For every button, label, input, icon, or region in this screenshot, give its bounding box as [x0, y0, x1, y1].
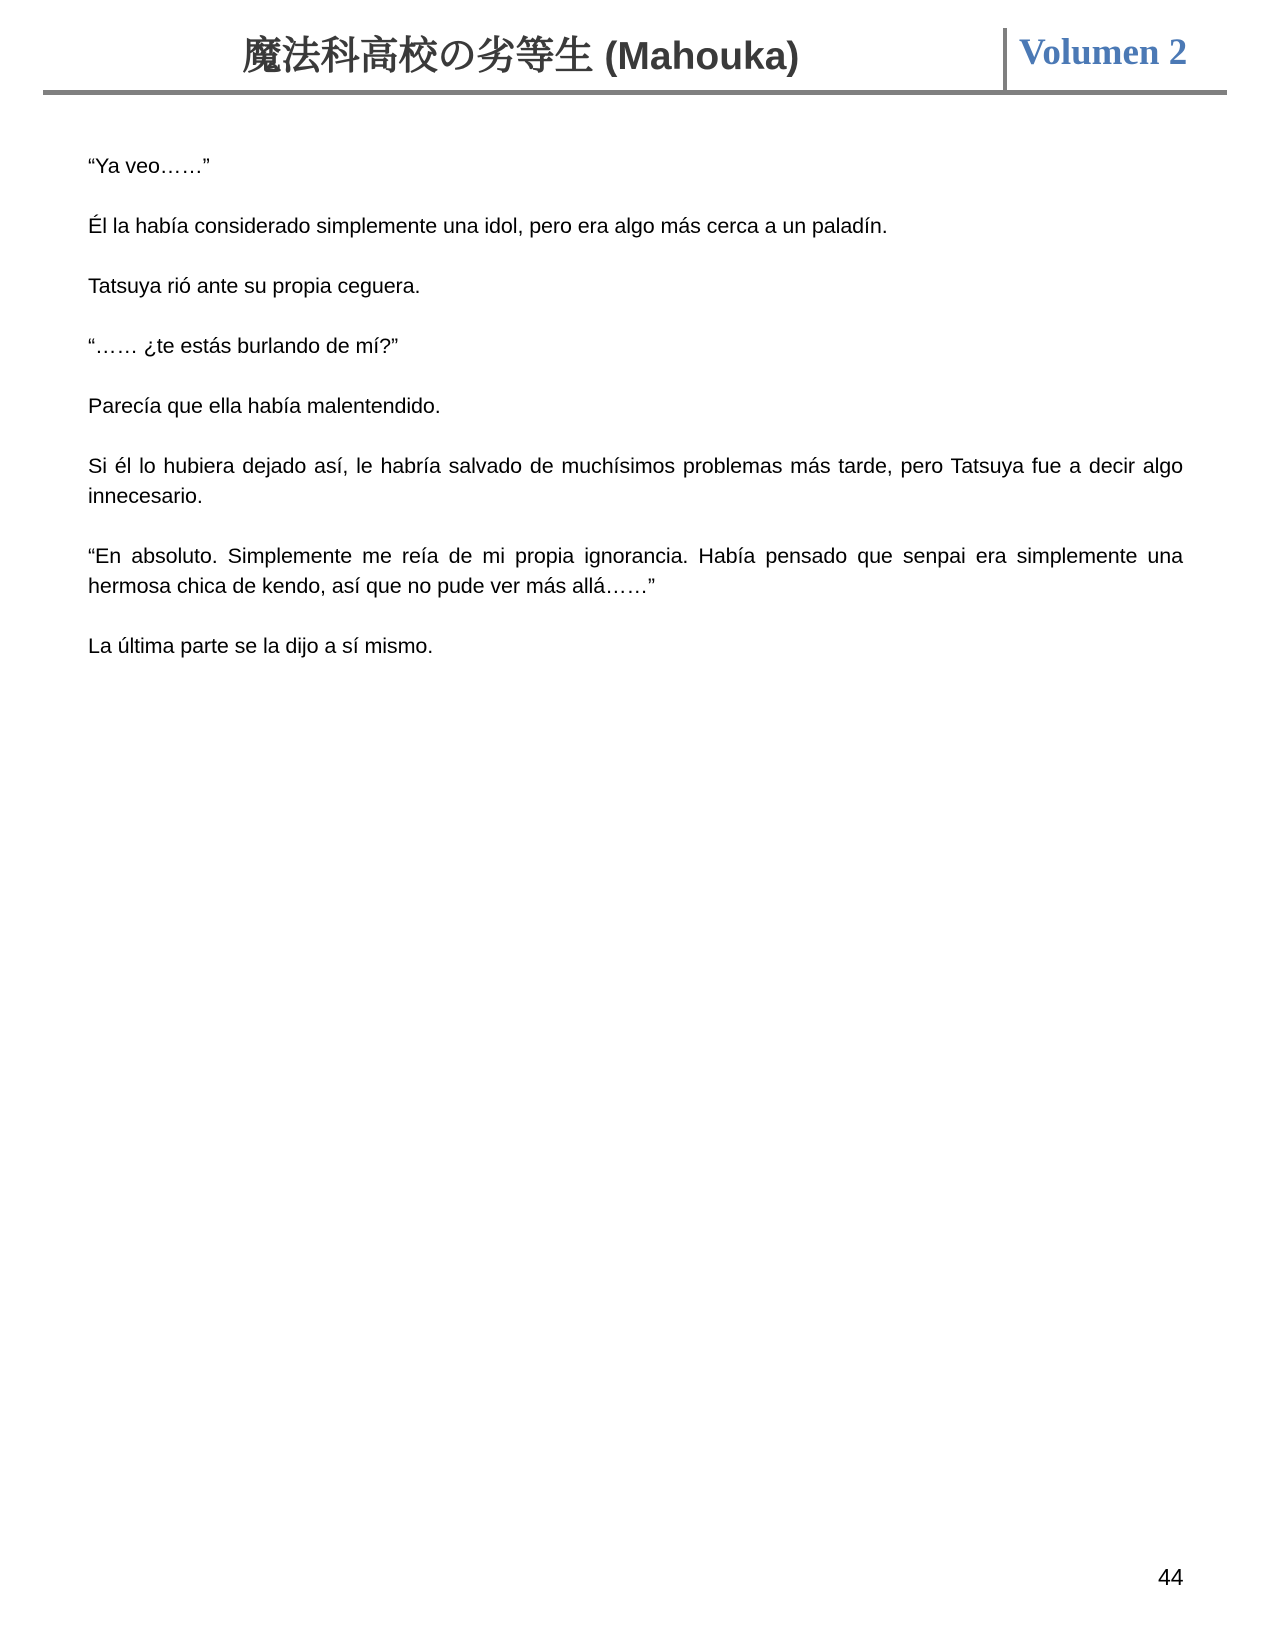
page-body: [88, 151, 1183, 691]
page-number: 44: [1158, 1564, 1184, 1590]
paragraph-dialogue-ya-veo: “Ya veo……”: [88, 154, 210, 178]
page-header: [0, 0, 1275, 95]
header-divider: [1003, 28, 1007, 92]
paragraph-idol-paladin: Él la había considerado simplemente una idol, pero era algo más cerca a un paladín.: [88, 214, 888, 238]
paragraph-dialogue-burlando: “…… ¿te estás burlando de mí?”: [88, 334, 399, 358]
paragraph-ultima-parte: La última parte se la dijo a sí mismo.: [88, 634, 434, 658]
volume-label: Volumen 2: [1019, 32, 1188, 73]
paragraph-malentendido: Parecía que ella había malentendido.: [88, 394, 441, 418]
paragraph-innecesario: Si él lo hubiera dejado así, le habría salvado de muchísimos problemas más tarde, pero Tatsuya fue a decir algo innecesario.: [88, 454, 1183, 508]
header-rule: [43, 90, 1227, 95]
paragraph-dialogue-en-absoluto: “En absoluto. Simplemente me reía de mi propia ignorancia. Había pensado que senpai era simplemente una hermosa chica de kendo, así que no pude ver más allá……”: [88, 544, 1183, 598]
paragraph-tatsuya-rio: Tatsuya rió ante su propia ceguera.: [88, 274, 421, 298]
document-title: 魔法科高校の劣等生 (Mahouka): [242, 35, 800, 78]
